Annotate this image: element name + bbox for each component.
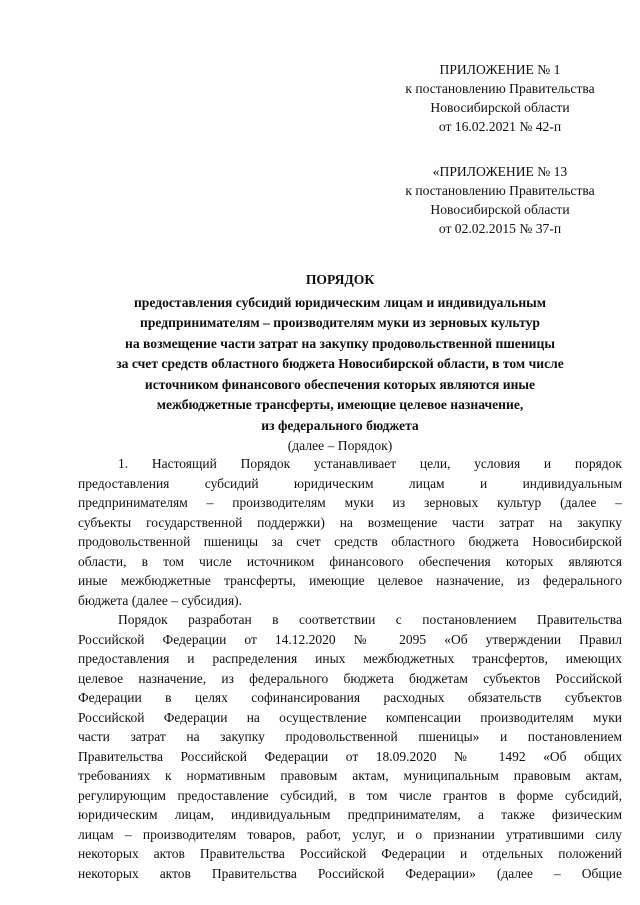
appendix-13-line: Новосибирской области xyxy=(430,202,570,217)
title-line: источником финансового обеспечения которых являются иные xyxy=(144,376,536,392)
text-line: иные межбюджетные трансферты, имеющие целевое назначение, из федерального xyxy=(78,573,622,588)
text-line: Российской Федерации на осуществление компенсации производителям муки xyxy=(78,709,622,725)
text-line: предпринимателям – производителям муки из зерновых культур (далее – xyxy=(78,495,622,510)
document-heading: ПОРЯДОК xyxy=(305,272,375,287)
text-line: Правительства Российской Федерации от 18.09.2020 № 1492 «Об общих xyxy=(78,748,622,764)
text-line: целевое назначение, из федерального бюджета бюджетам субъектов Российской xyxy=(78,670,622,686)
appendix-13-header xyxy=(370,162,630,238)
appendix-1-line: к постановлению Правительства xyxy=(405,81,595,96)
text-line: Российской Федерации от 14.12.2020 № 2095 «Об утверждении Правил xyxy=(78,631,622,647)
text-line: бюджета (далее – субсидия). xyxy=(78,592,243,608)
title-note: (далее – Порядок) xyxy=(287,438,393,453)
appendix-1-title: ПРИЛОЖЕНИЕ № 1 xyxy=(439,62,561,77)
paragraph-2 xyxy=(78,610,622,883)
title-line: предпринимателям – производителям муки из зерновых культур xyxy=(140,315,540,330)
text-line: предоставления субсидий юридическим лицам и индивидуальным xyxy=(78,475,622,491)
text-line: субъекты государственной поддержки) на возмещение части затрат на закупку xyxy=(78,514,622,530)
text-line: регулирующим предоставление субсидий, в том числе грантов в форме субсидий, xyxy=(78,787,622,803)
appendix-1-header xyxy=(370,60,630,136)
text-line: части затрат на закупку продовольственной пшеницы» и постановлением xyxy=(78,729,622,744)
text-line: некоторых актов Правительства Российской Федерации» (далее – Общие xyxy=(78,865,622,881)
title-line: из федерального бюджета xyxy=(261,417,419,433)
title-line: предоставления субсидий юридическим лицам и индивидуальным xyxy=(133,294,547,310)
paragraph-1 xyxy=(78,454,622,610)
title-line: межбюджетные трансферты, имеющие целевое назначение, xyxy=(156,397,524,412)
appendix-13-title: «ПРИЛОЖЕНИЕ № 13 xyxy=(432,164,568,179)
document-title-block xyxy=(70,270,610,457)
document-body xyxy=(78,454,622,883)
text-line: 1. Настоящий Порядок устанавливает цели, условия и порядок xyxy=(118,456,622,471)
title-line: на возмещение части затрат на закупку продовольственной пшеницы xyxy=(125,335,555,351)
text-line: юридическим лицам, индивидуальным предпринимателям, а также физическим xyxy=(78,807,622,822)
text-line: продовольственной пшеницы за счет средств областного бюджета Новосибирской xyxy=(78,534,622,549)
appendix-13-line: к постановлению Правительства xyxy=(405,183,595,198)
text-line: некоторых актов Правительства Российской Федерации и отдельных положений xyxy=(78,846,622,861)
text-line: Федерации в целях софинансирования расходных обязательств субъектов xyxy=(78,690,622,705)
title-line: за счет средств областного бюджета Новосибирской области, в том числе xyxy=(116,356,564,371)
appendix-1-date: от 16.02.2021 № 42-п xyxy=(438,119,562,134)
text-line: требованиях к нормативным правовым актам, муниципальным правовым актам, xyxy=(78,768,622,783)
text-line: лицам – производителям товаров, работ, услуг, и о признании утратившими силу xyxy=(78,826,622,842)
text-line: Порядок разработан в соответствии с постановлением Правительства xyxy=(118,612,622,627)
appendix-1-line: Новосибирской области xyxy=(430,100,570,115)
text-line: предоставления и распределения иных межбюджетных трансфертов, имеющих xyxy=(78,651,622,666)
appendix-13-date: от 02.02.2015 № 37-п xyxy=(438,221,562,236)
text-line: области, в том числе источником финансового обеспечения которых являются xyxy=(78,553,622,569)
